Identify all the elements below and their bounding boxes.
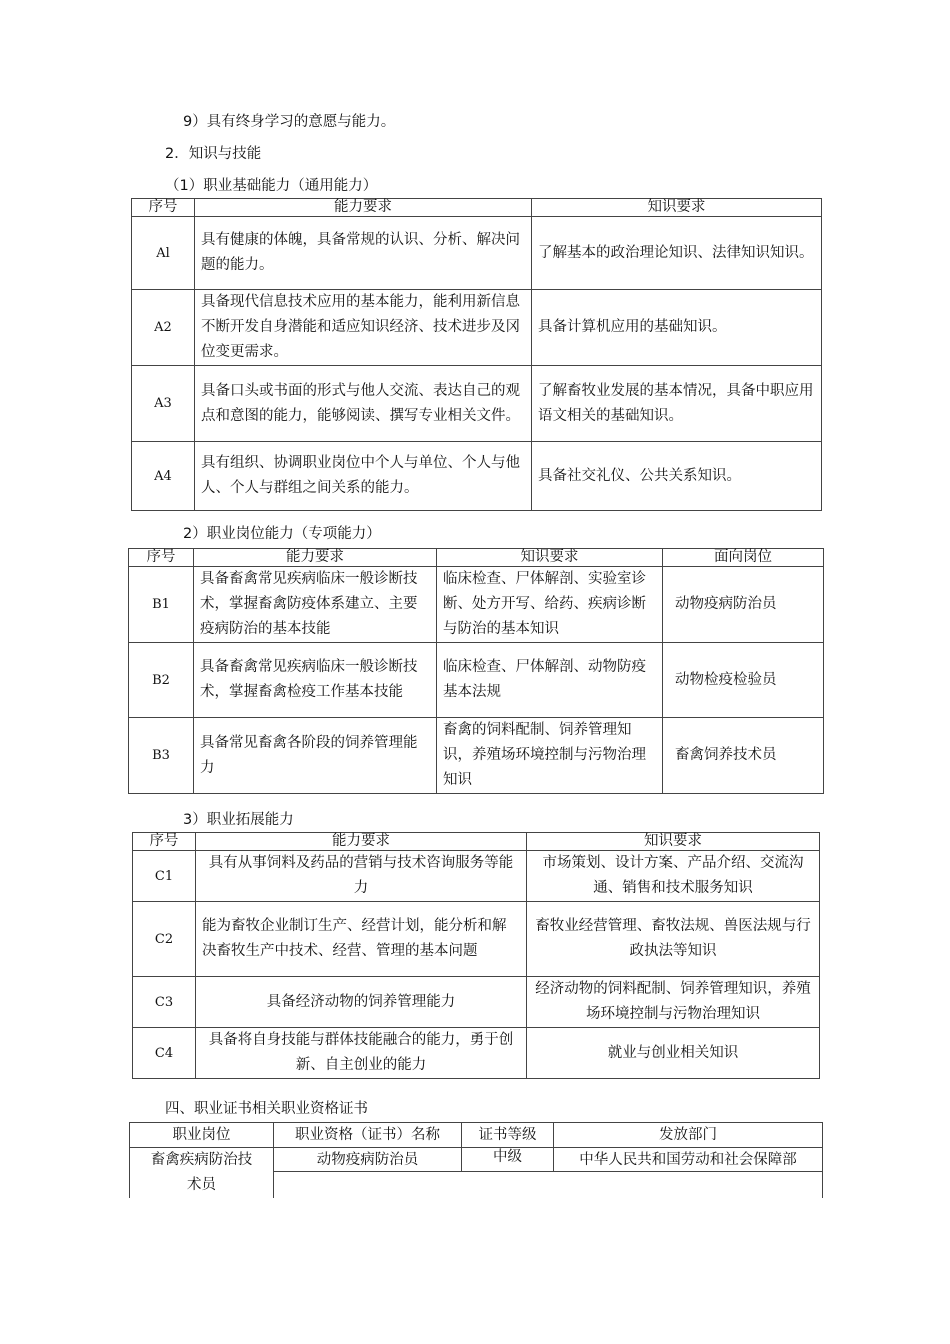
subsection-2-heading: 2）职业岗位能力（专项能力） [183,526,381,542]
row-knowledge: 畜禽的饲料配制、饲养管理知识，养殖场环境控制与污物治理知识 [437,718,663,794]
header-seq: 序号 [129,549,194,567]
row-knowledge: 临床检查、尸体解剖、动物防疫基本法规 [437,643,663,718]
row-code: A2 [132,290,195,366]
row-knowledge: 了解基本的政治理论知识、法律知识知识。 [532,217,822,290]
table-row [133,851,820,902]
row-knowledge: 了解畜牧业发展的基本情况，具备中职应用语文相关的基础知识。 [532,366,822,442]
header-post: 职业岗位 [130,1123,274,1148]
section-4-heading: 四、职业证书相关职业资格证书 [165,1101,368,1117]
header-knowledge: 知识要求 [437,549,663,567]
row-knowledge: 具备社交礼仪、公共关系知识。 [532,442,822,511]
subsection-1-heading: （1）职业基础能力（通用能力） [165,178,378,194]
section-2-heading: 2．知识与技能 [165,146,262,162]
row-ability: 具备现代信息技术应用的基本能力，能利用新信息不断开发自身潜能和适应知识经济、技术进步及冈位变更需求。 [195,290,532,366]
table-header-row [133,833,820,851]
table-row [129,643,824,718]
header-post: 面向岗位 [663,549,824,567]
row-code: A3 [132,366,195,442]
header-seq: 序号 [132,199,195,217]
header-ability: 能力要求 [196,833,527,851]
row-empty [274,1172,823,1198]
header-seq: 序号 [133,833,196,851]
row-knowledge: 具备计算机应用的基础知识。 [532,290,822,366]
row-knowledge: 畜牧业经营管理、畜牧法规、兽医法规与行政执法等知识 [527,902,820,977]
row-post: 畜禽疾病防治技 [130,1148,274,1172]
table-row [133,902,820,977]
row-ability: 具备常见畜禽各阶段的饲养管理能力 [194,718,437,794]
table-row [130,1148,823,1172]
table-basic-abilities [131,198,822,511]
row-code: Al [132,217,195,290]
row-code: B2 [129,643,194,718]
row-code: B1 [129,567,194,643]
table-row [132,217,822,290]
row-code: B3 [129,718,194,794]
header-knowledge: 知识要求 [527,833,820,851]
table-row [133,977,820,1028]
table-row [133,1028,820,1079]
row-post: 畜禽饲养技术员 [663,718,824,794]
row-ability: 具备经济动物的饲养管理能力 [196,977,527,1028]
table-row [132,442,822,511]
row-code: C3 [133,977,196,1028]
table-extended-abilities [132,832,820,1079]
header-cert-name: 职业资格（证书）名称 [274,1123,462,1148]
header-knowledge: 知识要求 [532,199,822,217]
row-knowledge: 市场策划、设计方案、产品介绍、交流沟通、销售和技术服务知识 [527,851,820,902]
row-ability: 具备畜禽常见疾病临床一般诊断技术，掌握畜禽检疫工作基本技能 [194,643,437,718]
row-knowledge: 经济动物的饲料配制、饲养管理知识，养殖场环境控制与污物治理知识 [527,977,820,1028]
row-code: C4 [133,1028,196,1079]
header-ability: 能力要求 [194,549,437,567]
table-header-row [129,549,824,567]
row-code: A4 [132,442,195,511]
row-dept: 中华人民共和国劳动和社会保障部 [554,1148,823,1172]
table-row [132,366,822,442]
row-code: C2 [133,902,196,977]
row-ability: 具有从事饲料及药品的营销与技术咨询服务等能力 [196,851,527,902]
row-level: 中级 [462,1148,554,1172]
row-ability: 具备口头或书面的形式与他人交流、表达自己的观点和意图的能力，能够阅读、撰写专业相关文件。 [195,366,532,442]
row-knowledge: 临床检查、尸体解剖、实验室诊断、处方开写、给药、疾病诊断与防治的基本知识 [437,567,663,643]
row-ability: 具有健康的体魄，具备常规的认识、分析、解决问题的能力。 [195,217,532,290]
row-post: 动物疫病防治员 [663,567,824,643]
table-certificates [129,1122,823,1198]
table-row [129,567,824,643]
table-post-abilities [128,548,824,794]
row-ability: 具备畜禽常见疾病临床一般诊断技术，掌握畜禽防疫体系建立、主要疫病防治的基本技能 [194,567,437,643]
row-post-continued: 术员 [130,1172,274,1198]
table-header-row [132,199,822,217]
table-row [129,718,824,794]
header-ability: 能力要求 [195,199,532,217]
table-row [132,290,822,366]
row-ability: 具有组织、协调职业岗位中个人与单位、个人与他人、个人与群组之间关系的能力。 [195,442,532,511]
item-9: 9）具有终身学习的意愿与能力。 [183,114,396,130]
header-dept: 发放部门 [554,1123,823,1148]
subsection-3-heading: 3）职业拓展能力 [183,812,294,828]
row-cert: 动物疫病防治员 [274,1148,462,1172]
row-knowledge: 就业与创业相关知识 [527,1028,820,1079]
row-ability: 能为畜牧企业制订生产、经营计划，能分析和解决畜牧生产中技术、经营、管理的基本问题 [196,902,527,977]
table-row-continued [130,1172,823,1198]
header-level: 证书等级 [462,1123,554,1148]
table-header-row [130,1123,823,1148]
row-code: C1 [133,851,196,902]
row-ability: 具备将自身技能与群体技能融合的能力，勇于创新、自主创业的能力 [196,1028,527,1079]
row-post: 动物检疫检验员 [663,643,824,718]
